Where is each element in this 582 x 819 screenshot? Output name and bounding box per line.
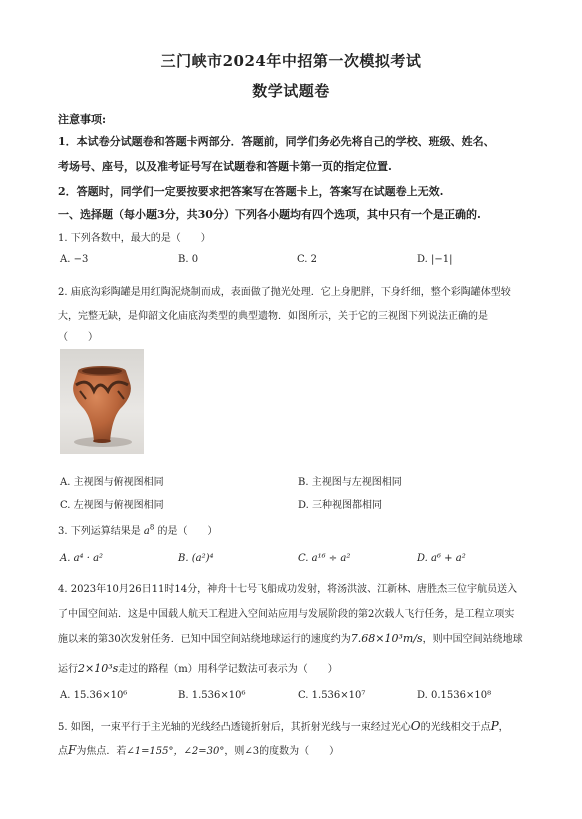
q4-line-4: 运行2×10³s走过的路程（m）用科学记数法可表示为（ ）: [58, 662, 338, 675]
q2-line-1: 2. 庙底沟彩陶罐是用红陶泥烧制而成，表面做了抛光处理．它上身肥胖，下身纤细，整个彩陶罐体型较: [58, 287, 511, 298]
q1-option-d: D. |−1|: [417, 254, 453, 265]
q2-option-a: A. 主视图与俯视图相同: [60, 477, 164, 488]
q2-option-c: C. 左视图与俯视图相同: [60, 500, 164, 511]
pottery-jar-photo: [60, 349, 144, 454]
q2-line-3: （ ）: [58, 332, 98, 343]
note-2: 2．答题时，同学们一定要按要求把答案写在答题卡上，答案写在试题卷上无效.: [58, 185, 444, 198]
q1-option-c: C. 2: [297, 254, 318, 265]
q3-option-c: C. a¹⁶ ÷ a²: [298, 553, 351, 564]
q2-option-d: D. 三种视图都相同: [298, 500, 383, 511]
note-1-line-1: 1．本试卷分试题卷和答题卡两部分．答题前，同学们务必先将自己的学校、班级、姓名、: [58, 135, 495, 148]
notes-heading: 注意事项:: [58, 113, 107, 126]
q3-option-d: D. a⁶ + a²: [417, 553, 466, 564]
q4-line-1: 4. 2023年10月26日11时14分，神舟十七号飞船成功发射，将汤洪波、江新林、唐胜杰三位宇航员送入: [58, 584, 518, 595]
q3-option-b: B. (a²)⁴: [178, 553, 214, 564]
exam-subtitle: 数学试题卷: [252, 82, 330, 100]
q1-option-b: B. 0: [178, 254, 199, 265]
q4-line-2: 了中国空间站．这是中国载人航天工程进入空间站应用与发展阶段的第2次载人飞行任务，是工程立项实: [58, 609, 515, 620]
q5-line-2: 点F为焦点．若∠1=155°，∠2=30°，则∠3的度数为（ ）: [58, 743, 340, 757]
q4-option-c: C. 1.536×10⁷: [298, 690, 366, 701]
q3-option-a: A. a⁴ · a²: [60, 553, 104, 564]
q2-option-b: B. 主视图与左视图相同: [298, 477, 402, 488]
q4-option-b: B. 1.536×10⁶: [178, 690, 246, 701]
q4-line-3: 施以来的第30次发射任务．已知中国空间站绕地球运行的速度约为7.68×10³m/s，则中国空间站绕地球: [58, 632, 523, 645]
q1-option-a: A. −3: [60, 254, 89, 265]
q5-line-1: 5. 如图，一束平行于主光轴的光线经凸透镜折射后，其折射光线与一束经过光心O的光线相交于点P，: [58, 719, 509, 733]
q4-option-d: D. 0.1536×10⁸: [417, 690, 492, 701]
note-1-line-2: 考场号、座号，以及准考证号写在试题卷和答题卡第一页的指定位置.: [58, 160, 392, 173]
q2-line-2: 大，完整无缺，是仰韶文化庙底沟类型的典型遗物．如图所示，关于它的三视图下列说法正确的是: [58, 311, 488, 322]
section-1-heading: 一、选择题（每小题3分，共30分）下列各小题均有四个选项，其中只有一个是正确的.: [58, 208, 481, 221]
q4-option-a: A. 15.36×10⁶: [60, 690, 128, 701]
q1-stem: 1. 下列各数中，最大的是（ ）: [58, 233, 211, 244]
exam-title: 三门峡市2024年中招第一次模拟考试: [160, 52, 422, 70]
q3-stem: 3. 下列运算结果是 $a^8$ 的是（ ）: [58, 523, 218, 537]
